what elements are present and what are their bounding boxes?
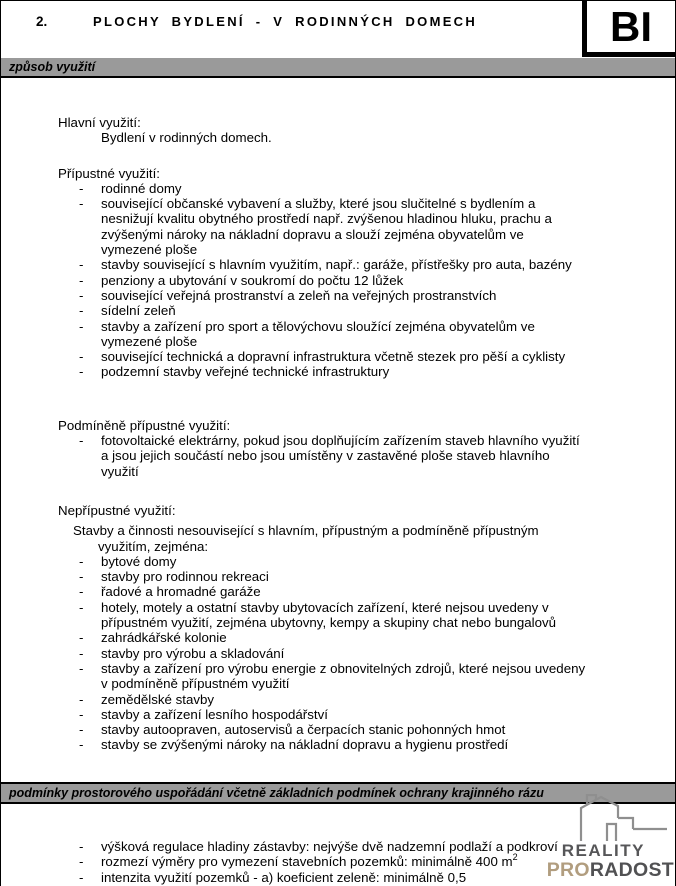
list-item-text: fotovoltaické elektrárny, pokud jsou doplňujícím zařízením staveb hlavního využití a jsou jejich součástí nebo jsou umístěny v zastavěné ploše staveb hlavního využití — [101, 433, 580, 479]
list-item-text: související veřejná prostranství a zeleň na veřejných prostranstvích — [101, 287, 497, 303]
list-item-text: sídelní zeleň — [101, 303, 176, 319]
bullet-dash: - — [79, 196, 84, 212]
section-bar-conditions-label: podmínky prostorového uspořádání včetně základních podmínek ochrany krajinného rázu — [9, 786, 544, 800]
list-item — [79, 707, 675, 722]
list-item — [79, 569, 675, 584]
bullet-dash: - — [79, 645, 84, 661]
list-item-text: stavby pro výrobu a skladování — [101, 645, 285, 661]
conditionally-permitted-group — [1, 418, 675, 479]
list-item-text: řadové a hromadné garáže — [101, 584, 261, 600]
bullet-dash: - — [79, 318, 84, 334]
house-icon — [573, 794, 669, 842]
list-item — [79, 692, 675, 707]
main-use-group — [1, 115, 675, 146]
logo-text-reality: REALITY — [561, 841, 645, 860]
bullet-dash: - — [79, 706, 84, 722]
bullet-dash: - — [79, 737, 84, 753]
list-item-text: stavby se zvýšenými nároky na nákladní dopravu a hygienu prostředí — [101, 737, 509, 753]
list-item — [79, 722, 675, 737]
list-item — [79, 181, 675, 196]
list-item — [79, 584, 675, 599]
bullet-dash: - — [79, 257, 84, 273]
bullet-dash: - — [79, 599, 84, 615]
main-use-heading: Hlavní využití: — [58, 115, 141, 130]
list-item-text: zahrádkářské kolonie — [101, 630, 227, 646]
bullet-dash: - — [79, 364, 84, 380]
list-item — [79, 600, 675, 631]
list-item — [79, 364, 675, 379]
bullet-dash: - — [79, 630, 84, 646]
list-item-text: výšková regulace hladiny zástavby: nejvýše dvě nadzemní podlaží a podkroví — [101, 839, 558, 854]
list-item-text: hotely, motely a ostatní stavby ubytovacích zařízení, které nejsou uvedeny v přípustném využití, zejména ubytovny, kempy a skupiny chat nebo bungalovů — [101, 599, 557, 631]
not-permitted-intro: Stavby a činnosti nesouvisející s hlavním, přípustným a podmíněně přípustným využitím, zejména: — [73, 523, 539, 554]
list-item-text: související občanské vybavení a služby, které jsou slučitelné s bydlením a nesnižují kvalitu obytného prostředí např. zvýšenou hladinou hluku, prachu a zvýšenými nároky na nákladní dopravu a slouží zejména obyvatelům ve vymezené ploše — [101, 196, 552, 258]
list-item — [79, 257, 675, 272]
list-item-text: bytové domy — [101, 553, 177, 569]
logo-text-pro: PRO — [546, 859, 590, 881]
list-item-text: stavby a zařízení pro sport a tělovýchovu sloužící zejména obyvatelům ve vymezené ploše — [101, 318, 535, 349]
zone-code-box — [582, 1, 675, 57]
usage-section — [1, 78, 675, 782]
bullet-dash: - — [79, 180, 84, 196]
list-item — [79, 349, 675, 364]
bullet-dash: - — [79, 691, 84, 707]
list-item-text: intenzita využití pozemků - a) koeficient zeleně: minimálně 0,5 — [101, 869, 467, 885]
list-item — [79, 433, 675, 479]
list-item — [79, 196, 675, 257]
list-item — [79, 288, 675, 303]
list-item — [79, 630, 675, 645]
main-use-text: Bydlení v rodinných domech. — [101, 130, 272, 146]
bullet-dash: - — [79, 869, 84, 885]
superscript: 2 — [512, 851, 518, 862]
list-item-text: rodinné domy — [101, 180, 182, 196]
logo-text-radost: RADOST — [589, 859, 674, 881]
bullet-dash: - — [79, 272, 84, 288]
list-item-text: stavby související s hlavním využitím, např.: garáže, přístřešky pro auta, bazény — [101, 257, 572, 273]
bullet-dash: - — [79, 433, 84, 449]
bullet-dash: - — [79, 553, 84, 569]
permitted-use-list — [1, 181, 675, 380]
list-item-text: stavby autoopraven, autoservisů a čerpacích stanic pohonných hmot — [101, 722, 506, 738]
bullet-dash: - — [79, 303, 84, 319]
bullet-dash: - — [79, 287, 84, 303]
document-header — [1, 1, 675, 58]
list-item — [79, 661, 675, 692]
bullet-dash: - — [79, 722, 84, 738]
bullet-dash: - — [79, 854, 84, 870]
list-item — [79, 273, 675, 288]
conditionally-permitted-heading: Podmíněně přípustné využití: — [58, 417, 231, 433]
list-item-text: rozmezí výměry pro vymezení stavebních pozemků: minimálně 400 $m^2$ — [101, 851, 518, 870]
not-permitted-group — [1, 503, 675, 753]
not-permitted-list — [1, 554, 675, 753]
list-item — [79, 737, 675, 752]
page-title: PLOCHY BYDLENÍ - V RODINNÝCH DOMECH — [93, 14, 478, 29]
list-item-text: související technická a dopravní infrastruktura včetně stezek pro pěší a cyklisty — [101, 349, 566, 365]
zone-code: BI — [610, 2, 652, 50]
bullet-dash: - — [79, 569, 84, 585]
section-bar-usage — [1, 58, 675, 78]
bullet-dash: - — [79, 584, 84, 600]
list-item — [79, 646, 675, 661]
list-item-text: stavby a zařízení lesního hospodářství — [101, 706, 328, 722]
list-item — [79, 303, 675, 318]
watermark-logo — [535, 794, 675, 886]
list-item-text: zemědělské stavby — [101, 691, 215, 707]
list-item-text: stavby a zařízení pro výrobu energie z obnovitelných zdrojů, které nejsou uvedeny v podmíněně přípustném využití — [101, 660, 586, 692]
permitted-use-group — [1, 166, 675, 380]
logo-text-proradost — [547, 859, 674, 882]
conditionally-permitted-list — [1, 433, 675, 479]
bullet-dash: - — [79, 660, 84, 676]
section-number: 2. — [36, 14, 48, 29]
list-item — [79, 554, 675, 569]
list-item-text: stavby pro rodinnou rekreaci — [101, 569, 269, 585]
section-bar-usage-label: způsob využití — [9, 60, 96, 74]
list-item-text: podzemní stavby veřejné technické infrastruktury — [101, 364, 390, 380]
bullet-dash: - — [79, 839, 84, 854]
list-item — [79, 319, 675, 350]
list-item-text: penziony a ubytování v soukromí do počtu 12 lůžek — [101, 272, 404, 288]
permitted-use-heading: Přípustné využití: — [58, 165, 160, 181]
bullet-dash: - — [79, 349, 84, 365]
not-permitted-heading: Nepřípustné využití: — [58, 502, 176, 518]
